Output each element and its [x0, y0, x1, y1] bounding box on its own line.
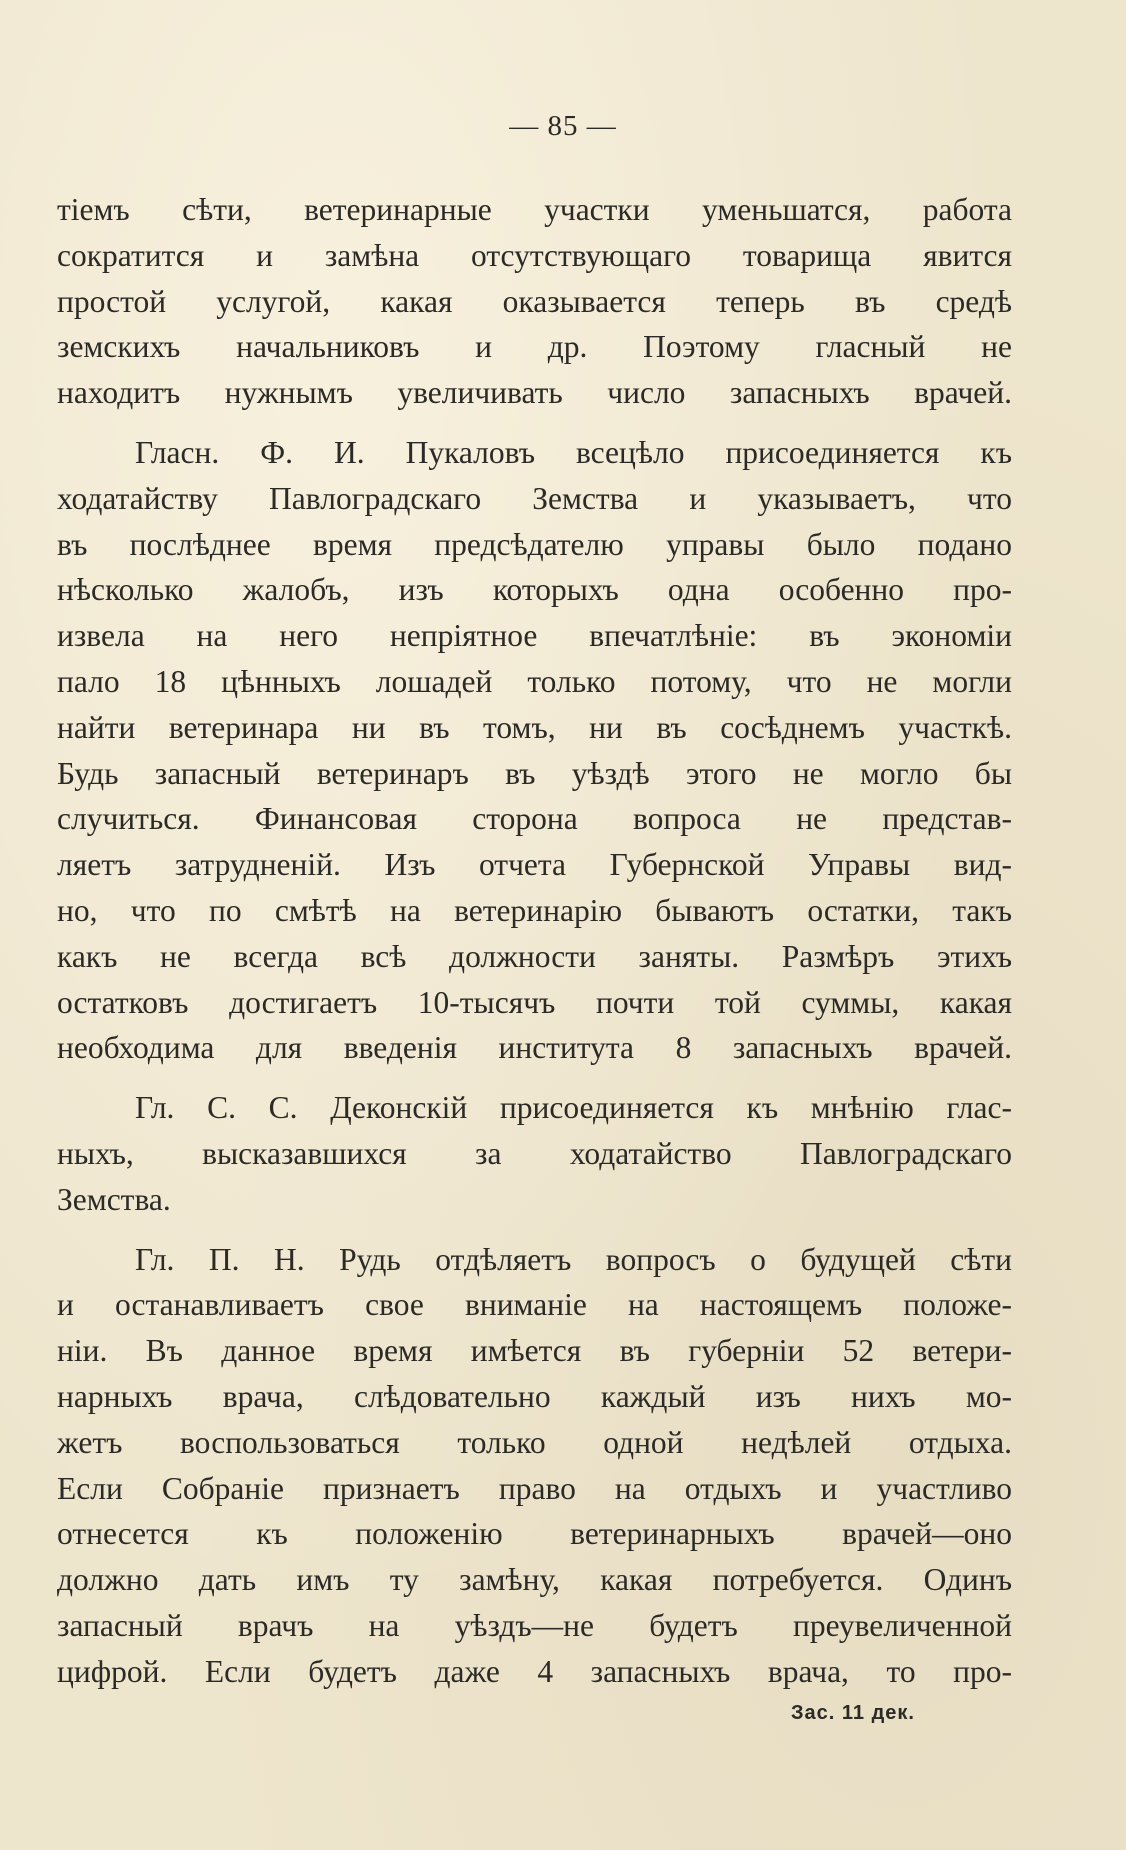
text-line: Если Собраніе признаетъ право на отдыхъ и участливо: [57, 1470, 1012, 1506]
signature-mark: Зас. 11 дек.: [791, 1702, 915, 1724]
text-line: нѣсколько жалобъ, изъ которыхъ одна особенно про-: [57, 572, 1012, 608]
text-line: и останавливаетъ свое вниманіе на настоящемъ положе-: [57, 1287, 1012, 1323]
text-line: отнесется къ положенію ветеринарныхъ врачей—оно: [57, 1516, 1012, 1552]
text-line: Земства.: [57, 1181, 171, 1217]
text-line: найти ветеринара ни въ томъ, ни въ сосѣднемъ участкѣ.: [57, 709, 1012, 745]
paragraph-gap: [57, 416, 1012, 430]
text-line: остатковъ достигаетъ 10-тысячъ почти той суммы, какая: [57, 984, 1012, 1020]
text-line: Гл. П. Н. Рудь отдѣляетъ вопросъ о будущей сѣти: [135, 1241, 1012, 1277]
text-line: пало 18 цѣнныхъ лошадей только потому, что не могли: [57, 663, 1012, 699]
text-line: Гл. С. С. Деконскій присоединяется къ мнѣнію глас-: [135, 1090, 1012, 1126]
body-text: [57, 187, 1012, 1695]
text-line: но, что по смѣтѣ на ветеринарію бываютъ остатки, такъ: [57, 892, 1012, 928]
paragraph: [57, 187, 1012, 416]
text-line: Гласн. Ф. И. Пукаловъ всецѣло присоединяется къ: [135, 434, 1012, 470]
text-line: тіемъ сѣти, ветеринарные участки уменьшатся, работа: [57, 192, 1012, 227]
text-line: цифрой. Если будетъ даже 4 запасныхъ врача, то про-: [57, 1653, 1012, 1689]
paragraph: [57, 1237, 1012, 1695]
page-number: — 85 —: [509, 110, 617, 142]
text-line: извела на него непріятное впечатлѣніе: въ экономіи: [57, 618, 1012, 654]
text-line: должно дать имъ ту замѣну, какая потребуется. Одинъ: [57, 1562, 1012, 1598]
text-line: находитъ нужнымъ увеличивать число запасныхъ врачей.: [57, 375, 1012, 411]
text-line: ходатайству Павлоградскаго Земства и указываетъ, что: [57, 480, 1012, 516]
paragraph-gap: [57, 1071, 1012, 1085]
text-line: простой услугой, какая оказывается теперь въ средѣ: [57, 283, 1012, 319]
text-line: земскихъ начальниковъ и др. Поэтому гласный не: [57, 329, 1012, 365]
paragraph: [57, 430, 1012, 1071]
text-line: сократится и замѣна отсутствующаго товарища явится: [57, 237, 1012, 273]
paragraph: [57, 1085, 1012, 1222]
text-line: нарныхъ врача, слѣдовательно каждый изъ нихъ мо-: [57, 1378, 1012, 1414]
text-line: случиться. Финансовая сторона вопроса не представ-: [57, 801, 1012, 837]
text-line: въ послѣднее время предсѣдателю управы было подано: [57, 526, 1012, 562]
text-line: Будь запасный ветеринаръ въ уѣздѣ этого не могло бы: [57, 755, 1012, 791]
paragraph-gap: [57, 1223, 1012, 1237]
text-line: запасный врачъ на уѣздъ—не будетъ преувеличенной: [57, 1607, 1012, 1643]
text-line: необходима для введенія института 8 запасныхъ врачей.: [57, 1030, 1012, 1066]
text-line: ніи. Въ данное время имѣется въ губерніи 52 ветери-: [57, 1333, 1012, 1369]
text-line: жетъ воспользоваться только одной недѣлей отдыха.: [57, 1424, 1012, 1460]
text-line: ныхъ, высказавшихся за ходатайство Павлоградскаго: [57, 1135, 1012, 1171]
text-line: какъ не всегда всѣ должности заняты. Размѣръ этихъ: [57, 938, 1012, 974]
text-line: ляетъ затрудненій. Изъ отчета Губернской Управы вид-: [57, 847, 1012, 883]
